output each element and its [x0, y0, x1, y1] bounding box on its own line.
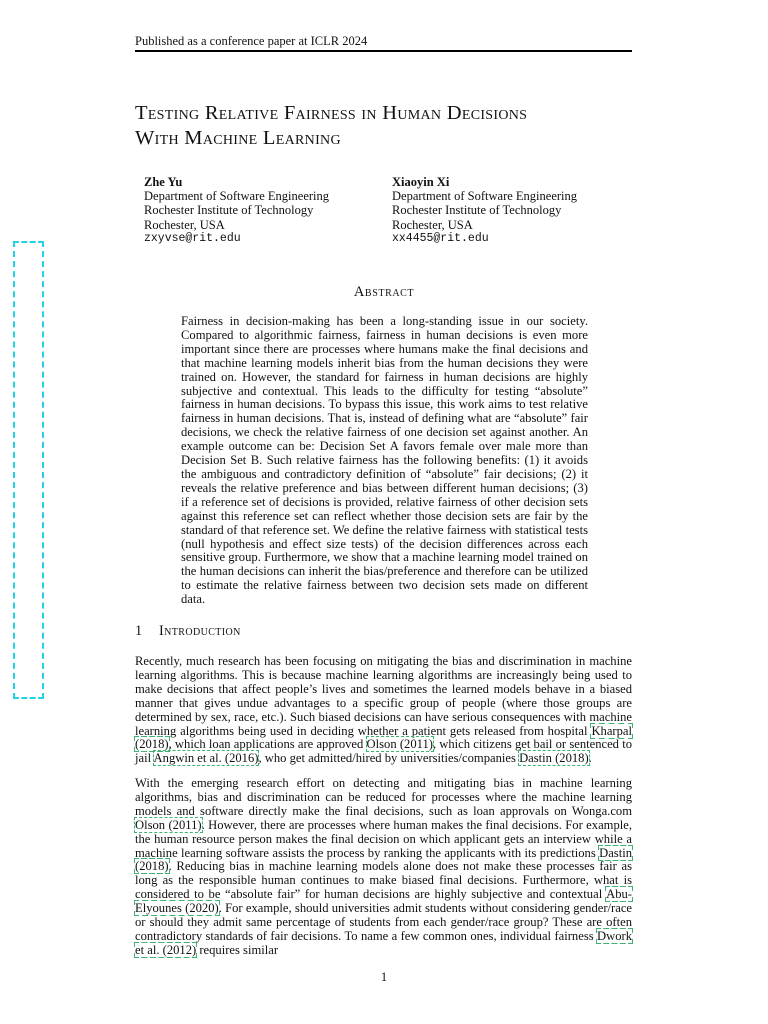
intro-paragraph-1 [135, 655, 632, 766]
paper-title [135, 101, 655, 151]
paragraph-text: . However, there are processes where human makes the final decisions. For example, the human resource person makes the final decision on which applicant gets an interview while a machine learning software assists the process by ranking the applicants with its predictions [135, 817, 632, 860]
author-name: Xiaoyin Xi [392, 175, 450, 189]
paragraph-text: . Reducing bias in machine learning models alone does not make these processes fair as long as the responsible human continues to make biased final decisions. Furthermore, what is considered to be “absolute fair” for human decisions are highly subjective and contextual [135, 859, 632, 902]
citation-link[interactable]: Dastin (2018) [135, 845, 632, 874]
paragraph-text: With the emerging research effort on detecting and mitigating bias in machine learning algorithms, bias and discrimination can be reduced for processes where the machine learning models and software directly make the final decisions, such as loan approvals on Wonga.com [135, 776, 632, 818]
citation-link[interactable]: Kharpal (2018) [135, 723, 632, 752]
paragraph-text: requires similar [196, 942, 279, 957]
citation-link[interactable]: Dwork et al. (2012) [135, 928, 632, 957]
intro-paragraph-2 [135, 777, 632, 958]
paragraph-text: , who get admitted/hired by universities/companies [258, 751, 520, 766]
margin-link-box[interactable] [13, 241, 44, 699]
author-institute: Rochester Institute of Technology [144, 203, 314, 218]
citation-link[interactable]: Abu-Elyounes (2020) [135, 887, 632, 916]
author-institute: Rochester Institute of Technology [392, 203, 562, 218]
author-block-2 [392, 175, 577, 246]
citation-link[interactable]: Angwin et al. (2016) [153, 751, 259, 766]
running-header: Published as a conference paper at ICLR 2024 [135, 34, 632, 52]
author-name: Zhe Yu [144, 175, 183, 189]
section-heading-introduction [135, 623, 241, 640]
author-department: Department of Software Engineering [144, 189, 330, 204]
paragraph-text: . [588, 751, 592, 766]
section-number: 1 [135, 623, 143, 639]
abstract-heading: Abstract [353, 284, 415, 300]
paragraph-text: . For example, should universities admit students without considering gender/race or should they admit same percentage of students from each gender/race group? These are often contradictory standards of fair decisions. To name a few common ones, individual fairness [135, 901, 633, 943]
page-number: 1 [380, 970, 388, 984]
title-line-1: Testing Relative Fairness in Human Decisions [135, 102, 528, 124]
paragraph-text: , which citizens get bail or sentenced to jail [135, 737, 632, 766]
author-block-1 [144, 175, 329, 246]
author-department: Department of Software Engineering [392, 189, 578, 204]
section-title: Introduction [159, 623, 241, 639]
paragraph-text: Recently, much research has been focusing on mitigating the bias and discrimination in machine learning algorithms. This is because machine learning algorithms are increasingly being used to make decisions that affect people’s lives and sometimes the learned models behave in a biased manner that gives undue advantages to a specific group of people (where those groups are determined by sex, race, etc.). Such biased decisions can have serious consequences with machine learning algorithms being used in deciding whether a patient gets released from hospital [135, 654, 632, 738]
title-line-2: With Machine Learning [135, 127, 341, 149]
citation-link[interactable]: Olson (2011) [135, 817, 202, 832]
author-location: Rochester, USA [392, 217, 473, 232]
author-location: Rochester, USA [144, 217, 225, 232]
citation-link[interactable]: Dastin (2018) [519, 751, 589, 766]
abstract-text: Fairness in decision-making has been a long-standing issue in our society. Compared to algorithmic fairness, fairness in human decisions is even more important since there are processes where humans make the final decisions and that machine learning models inherit bias from the human decisions they were trained on. However, the standard for fairness in human decisions are highly subjective and contextual. This leads to the difficulty for testing “absolute” fairness in human decisions. To bypass this issue, this work aims to test relative fairness in human decisions. That is, instead of defining what are “absolute” fair decisions, we check the relative fairness of one decision set against another. An example outcome can be: Decision Set A favors female over male more than Decision Set B. Such relative fairness has the following benefits: (1) it avoids the ambiguous and contradictory definition of “absolute” fair decisions; (2) it reveals the relative preference and bias between different human decisions; (3) if a reference set of decisions is provided, relative fairness of other decision sets against this reference set can reflect whether those decision sets are fair by the standard of that reference set. We define the relative fairness with statistical tests (null hypothesis and effect size tests) of the decision differences across each sensitive group. Furthermore, we show that a machine learning model trained on the human decisions can inherit the bias/preference and therefore can be utilized to estimate the relative fairness between two decision sets made on different data. [181, 314, 588, 607]
author-email[interactable]: zxyvse@rit.edu [144, 231, 241, 245]
author-email[interactable]: xx4455@rit.edu [392, 231, 489, 245]
citation-link[interactable]: Olson (2011) [366, 737, 433, 752]
paragraph-text: , which loan applications are approved [168, 737, 367, 752]
